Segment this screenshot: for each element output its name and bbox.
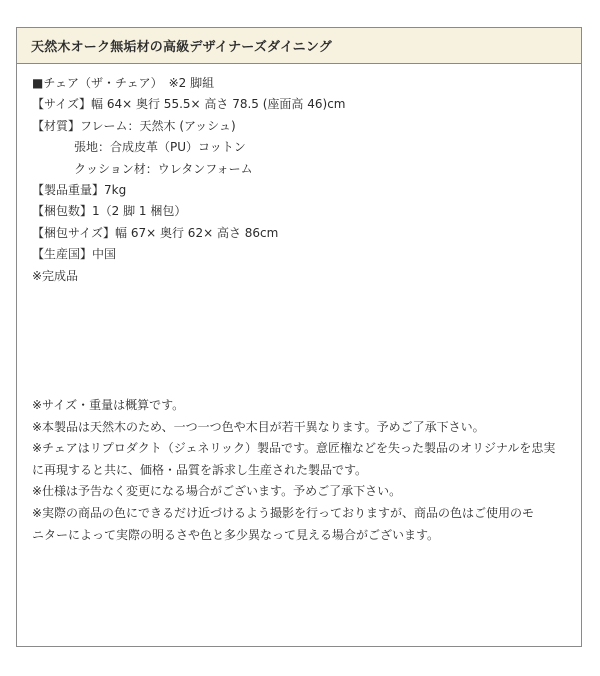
spec-origin: 【生産国】中国: [32, 247, 117, 262]
panel-title: 天然木オーク無垢材の高級デザイナーズダイニング: [31, 40, 333, 55]
notes-list: [32, 395, 572, 546]
note-color-cont: ニターによって実際の明るさや色と多少異なって見える場合がございます。: [32, 527, 440, 542]
note-reproduct: ※チェアはリプロダクト（ジェネリック）製品です。意匠権などを失った製品のオリジナルを忠実: [32, 441, 556, 456]
note-color: ※実際の商品の色にできるだけ近づけるよう撮影を行っておりますが、商品の色はご使用のモ: [32, 505, 535, 520]
panel-header: [17, 28, 581, 64]
spec-item: ■チェア（ザ・チェア） ※2 脚組: [32, 76, 215, 90]
spec-list: [32, 73, 572, 287]
spec-package-size: 【梱包サイズ】幅 67× 奥行 62× 高さ 86cm: [32, 225, 279, 240]
note-weight: ※サイズ・重量は概算です。: [32, 398, 185, 412]
spec-weight: 【製品重量】7kg: [32, 183, 127, 198]
spec-panel: [16, 27, 582, 647]
spec-material: 【材質】フレーム：天然木 (アッシュ): [32, 118, 236, 133]
spec-cushion: クッション材：ウレタンフォーム: [74, 161, 253, 176]
note-spec-change: ※仕様は予告なく変更になる場合がございます。予めご了承下さい。: [32, 484, 402, 499]
note-wood: ※本製品は天然木のため、一つ一つ色や木目が若干異なります。予めご了承下さい。: [32, 419, 485, 434]
spec-assembly: ※完成品: [32, 268, 79, 283]
note-reproduct-cont: に再現すると共に、価格・品質を訴求し生産された製品です。: [32, 462, 368, 477]
spec-size: 【サイズ】幅 64× 奥行 55.5× 高さ 78.5 (座面高 46)cm: [32, 97, 346, 112]
spec-upholstery: 張地：合成皮革（PU）コットン: [74, 140, 246, 155]
spec-packages: 【梱包数】1（2 脚 1 梱包）: [32, 204, 187, 219]
